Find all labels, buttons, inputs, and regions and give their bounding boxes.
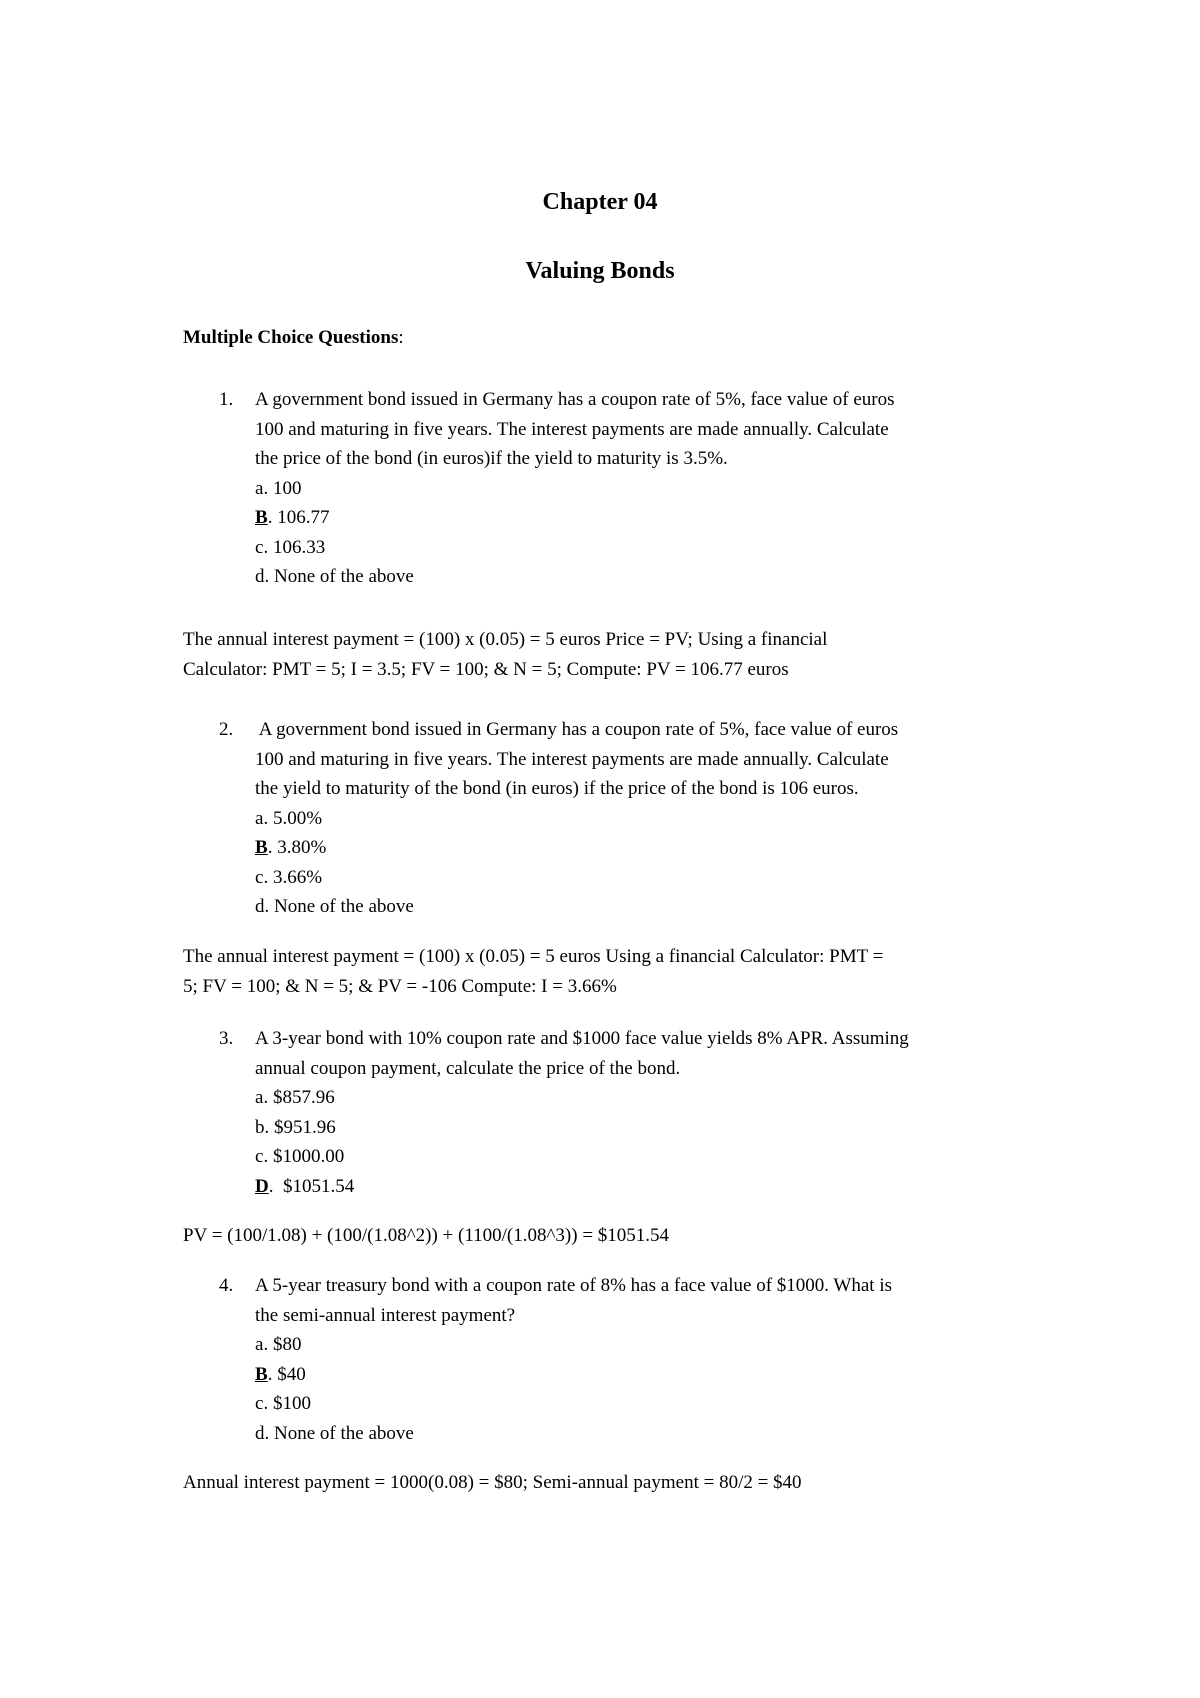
option-letter-correct: B [255,507,268,528]
option-letter: c [255,866,264,888]
question-4 [183,1271,1043,1448]
explanation-2 [183,942,1063,1001]
question-text-line: A government bond issued in Germany has a coupon rate of 5%, face value of euros [255,389,895,410]
answer-option [183,1419,1043,1449]
option-text: None of the above [269,1422,414,1444]
answer-option [183,1389,1043,1419]
option-letter: b [255,1116,265,1138]
explanation-1 [183,625,1063,684]
option-text: 106.77 [272,507,330,528]
option-separator: . [263,1087,269,1108]
option-separator: . [267,1363,273,1385]
option-separator: . [267,837,273,858]
option-separator: . [263,536,269,558]
answer-option [183,533,1043,563]
option-letter: d [255,1422,265,1444]
question-number: 3. [219,1028,234,1049]
option-letter: c [255,1146,264,1167]
option-text: $40 [272,1363,306,1385]
option-text: 5.00% [268,807,323,829]
option-letter-correct: D [255,1175,269,1197]
answer-option-correct [183,503,1043,533]
option-letter-correct: B [255,837,268,858]
question-line [183,385,1043,415]
answer-option [183,1113,1043,1143]
option-text: None of the above [269,566,414,587]
question-2 [183,715,1043,922]
option-letter: a [255,1334,264,1355]
question-line [183,415,1043,445]
option-letter: c [255,1393,264,1414]
option-letter: c [255,536,264,558]
question-text-line: A government bond issued in Germany has a coupon rate of 5%, face value of euros [255,719,899,740]
answer-option [183,804,1043,834]
option-letter: a [255,477,264,499]
question-text-line: the price of the bond (in euros)if the yield to maturity is 3.5%. [255,448,728,469]
explanation-line: The annual interest payment = (100) x (0.05) = 5 euros Price = PV; Using a financial [183,629,828,650]
section-heading-text: Multiple Choice Questions [183,327,399,348]
explanation-line: The annual interest payment = (100) x (0.05) = 5 euros Using a financial Calculator: PMT = [183,946,884,967]
explanation-line: PV = (100/1.08) + (100/(1.08^2)) + (1100/(1.08^3)) = $1051.54 [183,1225,670,1246]
question-text-line: A 5-year treasury bond with a coupon rate of 8% has a face value of $1000. What is [255,1275,892,1296]
answer-option [183,1142,1043,1172]
option-separator: . [267,507,273,528]
answer-option [183,1330,1043,1360]
option-separator: . [264,1422,270,1444]
option-separator: . [263,1393,269,1414]
answer-option [183,474,1043,504]
answer-option [183,562,1043,592]
explanation-line: 5; FV = 100; & N = 5; & PV = -106 Compute: I = 3.66% [183,975,617,997]
question-line [183,715,1043,745]
option-separator: . [264,566,270,587]
option-text: $951.96 [269,1116,336,1138]
question-line [183,1024,1043,1054]
explanation-4 [183,1468,1063,1498]
answer-option [183,863,1043,893]
explanation-line: Calculator: PMT = 5; I = 3.5; FV = 100; & N = 5; Compute: PV = 106.77 euros [183,658,789,680]
question-text-line: 100 and maturing in five years. The interest payments are made annually. Calculate [255,748,889,770]
question-3 [183,1024,1043,1201]
answer-option [183,1083,1043,1113]
option-letter-correct: B [255,1363,268,1385]
question-number: 2. [219,719,234,740]
question-text-line: the yield to maturity of the bond (in euros) if the price of the bond is 106 euros. [255,778,859,799]
option-separator: . [263,477,269,499]
option-text: None of the above [269,896,414,917]
option-separator: . [263,807,269,829]
answer-option-correct [183,1360,1043,1390]
option-separator: . [263,1146,269,1167]
option-separator: . [268,1175,274,1197]
question-1 [183,385,1043,592]
option-text: 100 [268,477,302,499]
question-line [183,745,1043,775]
option-letter: d [255,566,265,587]
chapter-title: Chapter 04 [542,189,658,215]
question-number: 4. [219,1275,234,1296]
question-line [183,1271,1043,1301]
option-text: $80 [268,1334,302,1355]
option-text: 3.66% [268,866,323,888]
answer-option [183,892,1043,922]
option-letter: d [255,896,265,917]
explanation-line: Annual interest payment = 1000(0.08) = $80; Semi-annual payment = 80/2 = $40 [183,1472,802,1493]
option-letter: a [255,807,264,829]
option-text: $1000.00 [268,1146,345,1167]
option-letter: a [255,1087,264,1108]
option-separator: . [264,1116,270,1138]
question-text-line: A 3-year bond with 10% coupon rate and $1000 face value yields 8% APR. Assuming [255,1028,909,1049]
option-text: $857.96 [268,1087,335,1108]
question-line [183,1054,1043,1084]
question-text-line: 100 and maturing in five years. The interest payments are made annually. Calculate [255,418,889,440]
question-text-line: annual coupon payment, calculate the price of the bond. [255,1057,681,1079]
option-text: 3.80% [272,837,327,858]
section-heading-colon: : [398,327,404,348]
question-line [183,774,1043,804]
option-separator: . [263,866,269,888]
option-text: $100 [268,1393,311,1414]
option-separator: . [264,896,270,917]
document-title: Valuing Bonds [525,258,675,284]
option-text: 106.33 [268,536,326,558]
question-number: 1. [219,389,234,410]
explanation-3 [183,1221,1063,1251]
option-text: $1051.54 [273,1175,355,1197]
answer-option-correct [183,833,1043,863]
question-line [183,1301,1043,1331]
option-separator: . [263,1334,269,1355]
section-heading [183,324,404,352]
question-text-line: the semi-annual interest payment? [255,1304,516,1326]
question-line [183,444,1043,474]
answer-option-correct [183,1172,1043,1202]
